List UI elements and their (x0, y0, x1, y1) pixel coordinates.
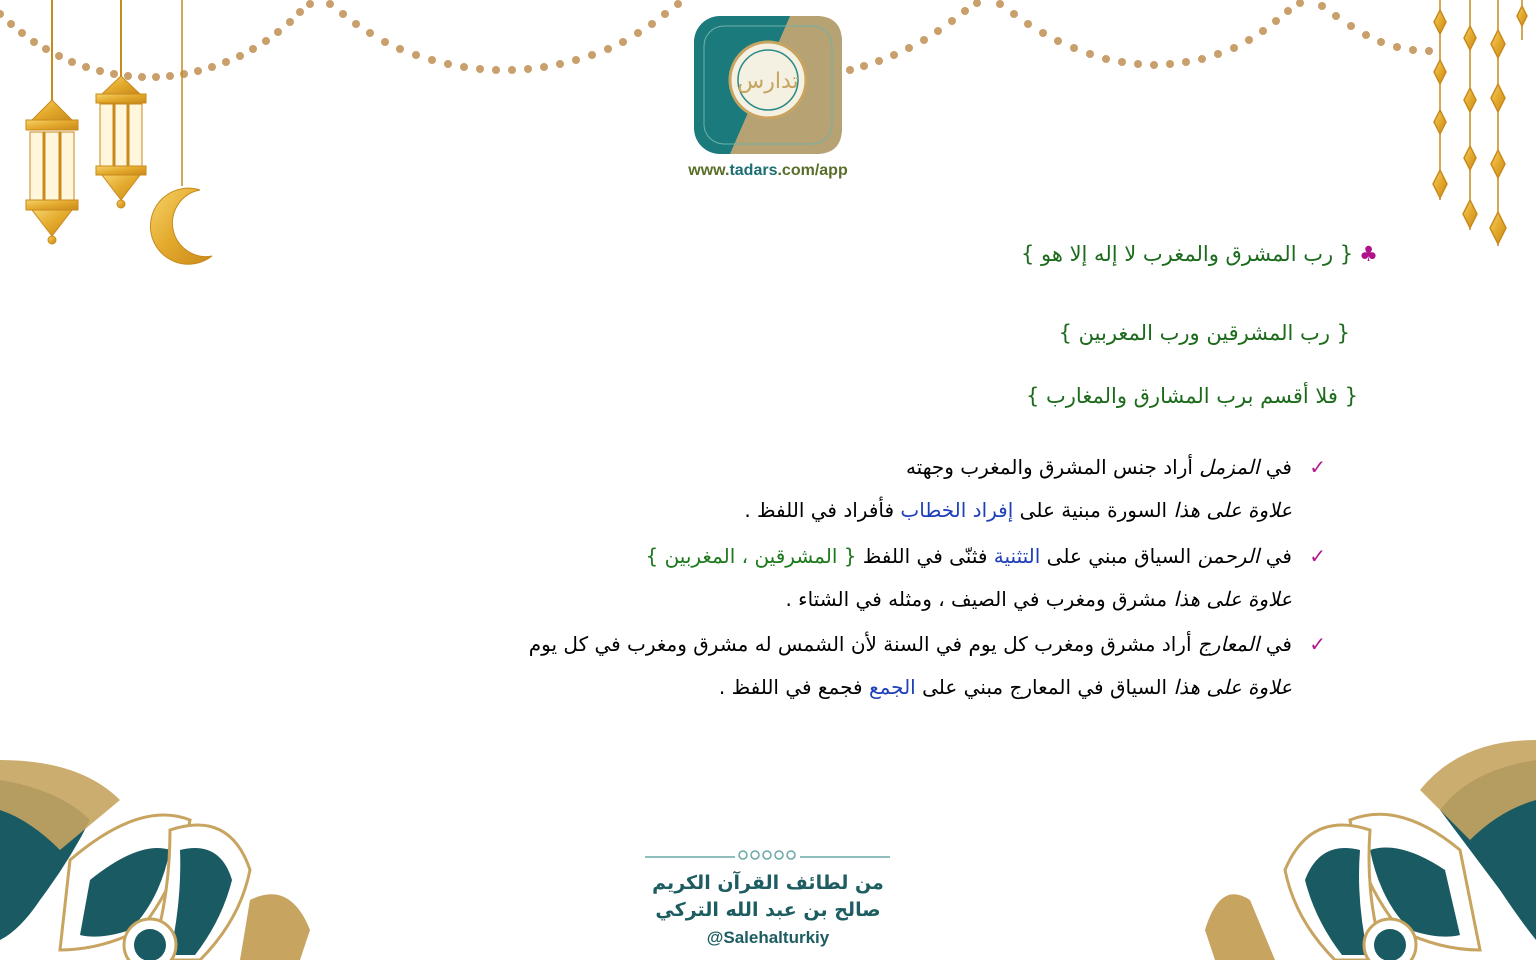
text: السياق مبني على (1040, 544, 1198, 568)
svg-text:تدارس: تدارس (737, 69, 799, 94)
hanging-diamonds-right-icon (1433, 0, 1527, 246)
verse-1 (1021, 242, 1378, 266)
footer-series-title: من لطائف القرآن الكريم (652, 872, 884, 894)
lead-phrase: علاوة على هذا (1173, 498, 1292, 522)
website-url[interactable] (0, 162, 1536, 180)
highlight-term: الجمع (868, 675, 916, 699)
text: مشرق ومغرب في الصيف ، ومثله في الشتاء . (785, 587, 1174, 611)
verse-quote: { المشرقين ، المغربين } (645, 544, 857, 568)
point-3-line-1 (528, 625, 1326, 663)
footer-author: صالح بن عبد الله التركي (655, 899, 881, 921)
surah-name: المزمل (1199, 455, 1260, 479)
highlight-term: التثنية (993, 544, 1041, 568)
verse-3: { فلا أقسم برب المشارق والمغارب } (1025, 384, 1358, 408)
verse-2: { رب المشرقين ورب المغربين } (1058, 321, 1350, 345)
point-1-line-2 (744, 491, 1292, 529)
text: فأفراد في اللفظ . (744, 498, 901, 522)
checkmark-icon: ✓ (1309, 544, 1326, 568)
checkmark-icon: ✓ (1309, 632, 1326, 656)
bead-garland-left (0, 0, 682, 81)
text: في (1259, 544, 1292, 568)
point-2-line-1 (645, 537, 1326, 575)
text: السياق في المعارج مبني على (915, 675, 1174, 699)
text: أراد مشرق ومغرب كل يوم في السنة لأن الشمس له مشرق ومغرب في كل يوم (528, 632, 1198, 656)
url-prefix: www. (688, 162, 730, 179)
tadars-logo-icon (694, 16, 842, 154)
text: في (1259, 632, 1292, 656)
highlight-term: إفراد الخطاب (900, 498, 1014, 522)
footer-handle[interactable]: @Salehalturkiy (706, 928, 830, 947)
text: السورة مبنية على (1013, 498, 1174, 522)
url-suffix: .com/app (777, 162, 848, 179)
point-1-line-1 (905, 448, 1326, 486)
point-2-line-2 (785, 580, 1292, 618)
lantern-left-1-icon (26, 0, 78, 244)
verse-1-text: { رب المشرق والمغرب لا إله إلا هو } (1020, 242, 1354, 266)
footer-divider (645, 851, 890, 859)
url-site-name: tadars (729, 162, 778, 179)
text: في (1259, 455, 1292, 479)
crescent-moon-icon (150, 0, 212, 264)
surah-name: المعارج (1197, 632, 1260, 656)
checkmark-icon: ✓ (1309, 455, 1326, 479)
text: فجمع في اللفظ . (718, 675, 869, 699)
text: فثنّى في اللفظ (856, 544, 994, 568)
surah-name: الرحمن (1197, 544, 1260, 568)
flower-ornament-right-icon (1205, 740, 1536, 960)
lead-phrase: علاوة على هذا (1173, 675, 1292, 699)
point-3-line-2 (719, 668, 1292, 706)
lead-phrase: علاوة على هذا (1173, 587, 1292, 611)
text: أراد جنس المشرق والمغرب وجهته (905, 455, 1200, 479)
bead-garland-right (846, 0, 1433, 74)
club-bullet-icon: ♣ (1359, 242, 1378, 266)
